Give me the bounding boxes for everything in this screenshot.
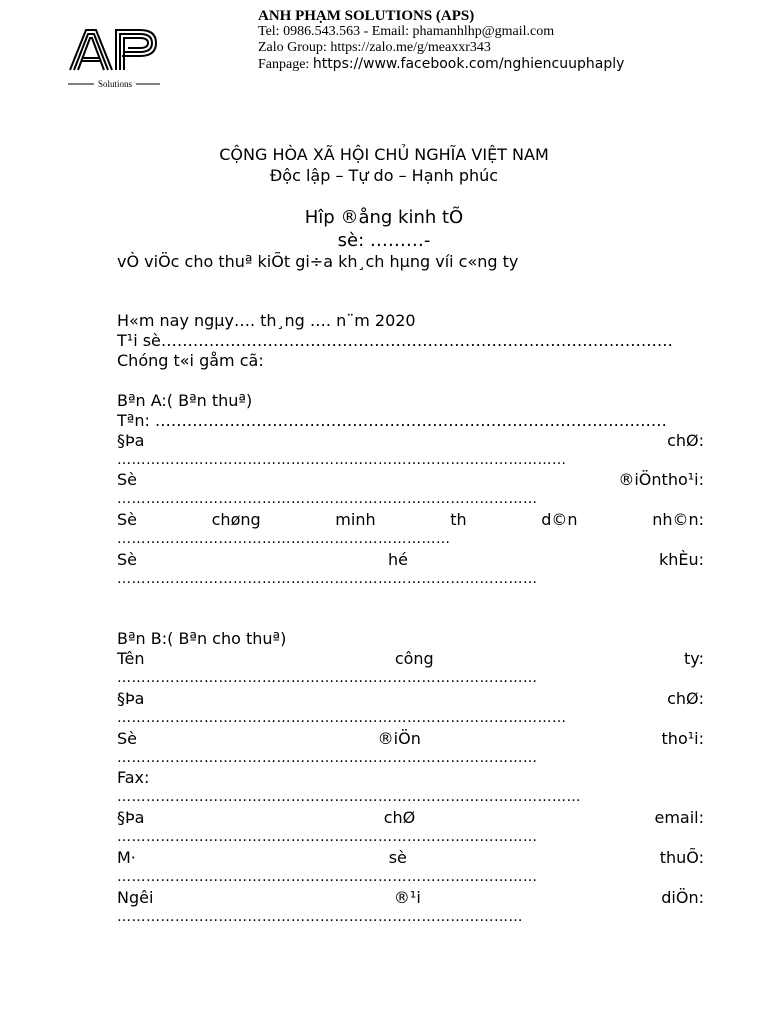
ap-logo-icon	[64, 26, 164, 96]
party-a-address-field[interactable]: …………………………………………………………………………………	[117, 452, 567, 468]
motto: Độc lập – Tự do – Hạnh phúc	[269, 166, 499, 185]
party-b-tax-label: M· sè thuÕ:	[117, 848, 704, 867]
party-b-fax-label: Fax:	[117, 768, 150, 787]
fanpage-link[interactable]: https://www.facebook.com/nghiencuuphaply	[312, 56, 625, 72]
contact-line: Tel: 0986.543.563 - Email: phamanhlhp@gmail.com	[258, 24, 555, 39]
party-a-id-label: Sè chøng minh th d©n nh©n:	[117, 510, 704, 529]
party-b-title: Bªn B:( Bªn cho thuª)	[117, 629, 287, 648]
party-b-company-field[interactable]: ……………………………………………………………………………	[117, 670, 538, 686]
date-line: H«m nay ngµy…. th¸ng …. n¨m 2020	[117, 311, 416, 330]
party-b-phone-label: Sè ®iÖn tho¹i:	[117, 729, 704, 748]
document-title: Hîp ®ång kinh tÕ	[304, 207, 464, 228]
party-a-address-label: §Þa chØ:	[117, 431, 704, 450]
place-line: T¹i sè……………………………………………………………………………………	[117, 331, 673, 350]
party-b-rep-field[interactable]: …………………………………………………………………………	[117, 909, 523, 925]
svg-text:Solutions: Solutions	[97, 79, 133, 89]
party-b-phone-field[interactable]: ……………………………………………………………………………	[117, 750, 538, 766]
party-b-address-field[interactable]: …………………………………………………………………………………	[117, 710, 567, 726]
attendees-line: Chóng t«i gåm cã:	[117, 351, 264, 370]
company-logo	[64, 26, 164, 96]
party-b-email-field[interactable]: ……………………………………………………………………………	[117, 829, 538, 845]
party-a-phone-field[interactable]: ……………………………………………………………………………	[117, 491, 538, 507]
company-header	[258, 8, 624, 73]
party-b-fax-field[interactable]: ……………………………………………………………………………………	[117, 789, 581, 805]
party-b-tax-field[interactable]: ……………………………………………………………………………	[117, 869, 538, 885]
party-a-title: Bªn A:( Bªn thuª)	[117, 391, 253, 410]
party-b-rep-label: Ngêi ®¹i diÖn:	[117, 888, 704, 907]
party-b-email-label: §Þa chØ email:	[117, 808, 704, 827]
party-a-account-label: Sè hé khÈu:	[117, 550, 704, 569]
fanpage-line	[258, 56, 624, 73]
company-name: ANH PHẠM SOLUTIONS (APS)	[258, 8, 475, 24]
document-number: sè: ………-	[337, 230, 431, 251]
document-subject: vÒ viÖc cho thuª kiÕt gi÷a kh¸ch hµng víi c«ng ty	[117, 252, 519, 271]
party-b-company-label: Tên công ty:	[117, 649, 704, 668]
fanpage-label: Fanpage:	[258, 57, 313, 72]
zalo-line: Zalo Group: https://zalo.me/g/meaxxr343	[258, 40, 491, 55]
party-a-phone-label: Sè ®iÖntho¹i:	[117, 470, 704, 489]
party-b-address-label: §Þa chØ:	[117, 689, 704, 708]
nation-heading: CỘNG HÒA XÃ HỘI CHỦ NGHĨA VIỆT NAM	[219, 145, 549, 164]
party-a-name: Tªn: ……………………………………………………………………………………	[117, 411, 667, 430]
party-a-account-field[interactable]: ……………………………………………………………………………	[117, 571, 538, 587]
party-a-id-field[interactable]: ……………………………………………………………	[117, 531, 451, 547]
